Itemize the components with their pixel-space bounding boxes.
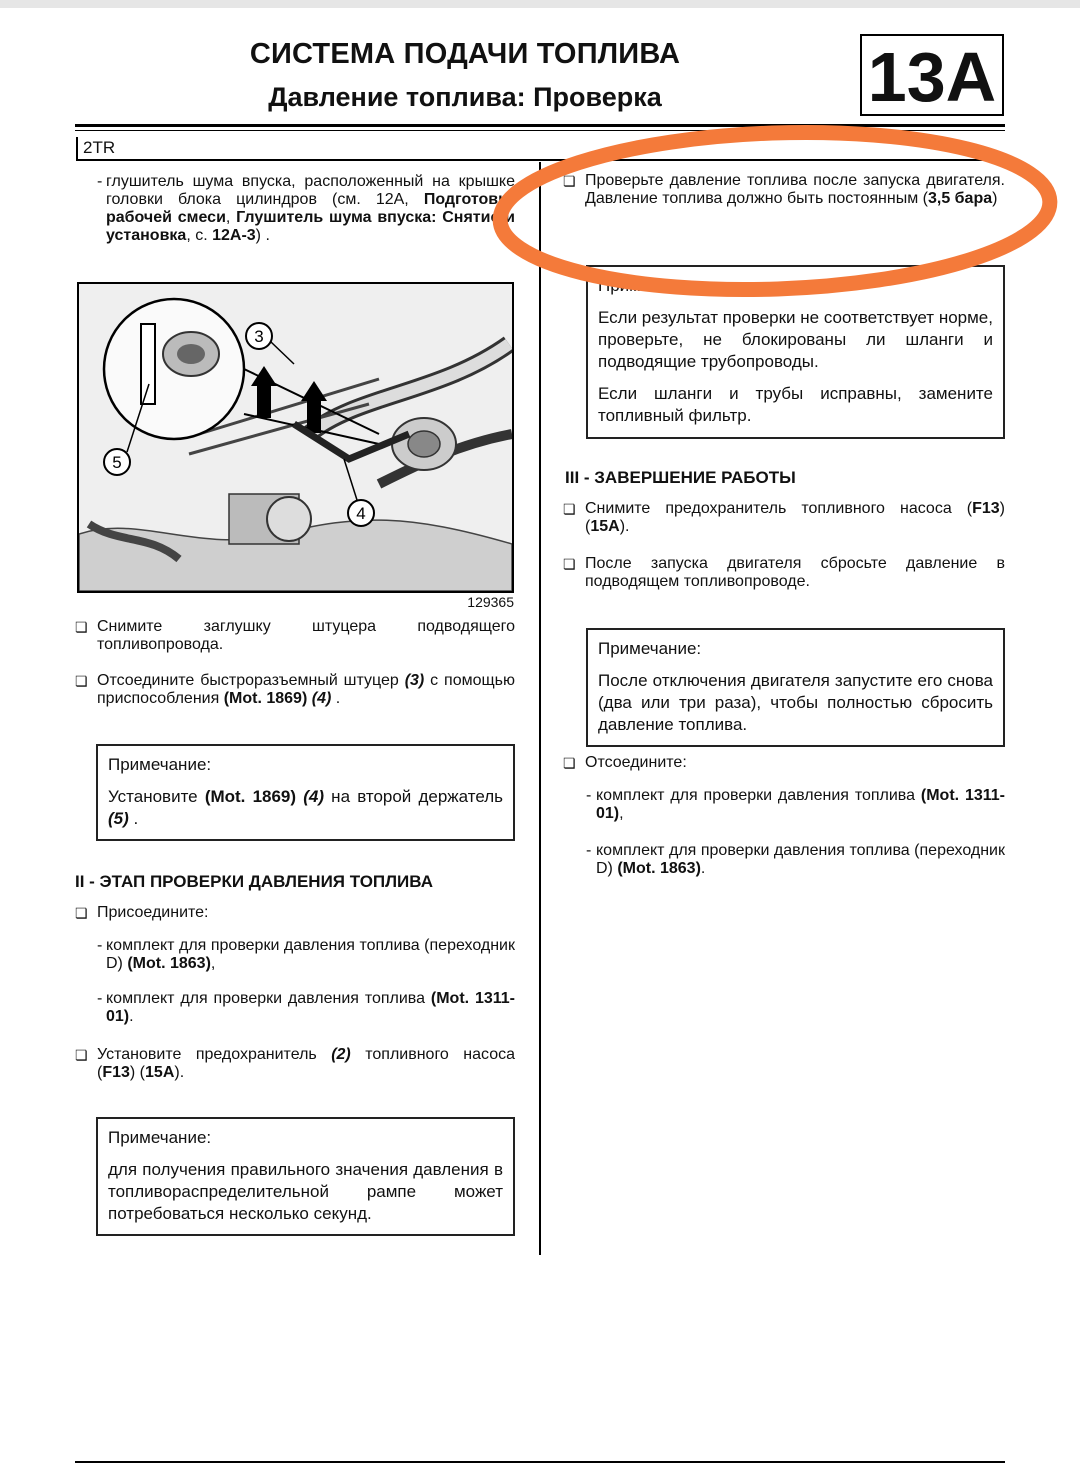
checkbox-bullet-icon: ❏ [75, 1047, 88, 1063]
step-remove-plug: ❏ Снимите заглушку штуцера подводящего топливопровода. [75, 618, 515, 653]
checkbox-bullet-icon: ❏ [563, 556, 576, 572]
top-edge-bar [0, 0, 1080, 8]
step-remove-fuse: ❏ Снимите предохранитель топливного насоса (F13) (15A). [563, 500, 1005, 535]
page-title: СИСТЕМА ПОДАЧИ ТОПЛИВА [249, 38, 681, 70]
checkbox-bullet-icon: ❏ [75, 905, 88, 921]
step-check-pressure: ❏ Проверьте давление топлива после запуска двигателя. Давление топлива должно быть постоянным (3,5 бара) [563, 172, 1005, 207]
engine-figure [77, 282, 514, 593]
engine-illustration [79, 284, 512, 591]
step-install-fuse: ❏ Установите предохранитель (2) топливного насоса (F13) (15A). [75, 1046, 515, 1081]
checkbox-bullet-icon: ❏ [75, 619, 88, 635]
intro-dash-item: - глушитель шума впуска, расположенный на крышке головки блока цилиндров (см. 12A, Подготовка рабочей смеси, Глушитель шума впуска: Снятие и установка, с. 12A-3) . [97, 173, 516, 244]
figure-number: 129365 [467, 594, 514, 610]
connect-item-kit: - комплект для проверки давления топлива (Mot. 1311-01). [97, 990, 515, 1025]
engine-tag: 2TR [76, 137, 1005, 161]
callout-5: 5 [112, 453, 122, 472]
footer-rule [75, 1461, 1005, 1463]
header-rule-thick [75, 124, 1005, 127]
note-check-result: Примечание: Если результат проверки не соответствует норме, проверьте, не блокированы ли шланги и подводящие трубопроводы. Если шланги и трубы исправны, замените топливный фильтр. [586, 265, 1005, 439]
page-subtitle: Давление топлива: Проверка [268, 82, 662, 112]
header-rule-thin [75, 130, 1005, 131]
callout-3: 3 [254, 327, 264, 346]
callout-4: 4 [356, 504, 366, 523]
note-pressure-delay: Примечание: для получения правильного значения давления в топливораспределительной рампе может потребоваться несколько секунд. [96, 1117, 515, 1236]
step-connect: ❏ Присоедините: [75, 904, 209, 921]
section-heading-2: II - ЭТАП ПРОВЕРКИ ДАВЛЕНИЯ ТОПЛИВА [75, 872, 433, 891]
chapter-code-badge: 13A [860, 34, 1004, 116]
connect-item-adapter: - комплект для проверки давления топлива (переходник D) (Mot. 1863), [97, 937, 515, 972]
checkbox-bullet-icon: ❏ [563, 501, 576, 517]
disconnect-item-adapter: - комплект для проверки давления топлива (переходник D) (Mot. 1863). [586, 842, 1005, 877]
column-divider [539, 162, 541, 1255]
disconnect-item-kit: - комплект для проверки давления топлива (Mot. 1311-01), [586, 787, 1005, 822]
checkbox-bullet-icon: ❏ [563, 173, 576, 189]
checkbox-bullet-icon: ❏ [563, 755, 576, 771]
note-restart-engine: Примечание: После отключения двигателя запустите его снова (два или три раза), чтобы полностью сбросить давление топлива. [586, 628, 1005, 747]
step-disconnect-coupling: ❏ Отсоедините быстроразъемный штуцер (3) с помощью приспособления (Mot. 1869) (4) . [75, 672, 515, 707]
checkbox-bullet-icon: ❏ [75, 673, 88, 689]
section-heading-3: III - ЗАВЕРШЕНИЕ РАБОТЫ [565, 468, 796, 487]
step-disconnect: ❏ Отсоедините: [563, 754, 687, 771]
note-install-tool: Примечание: Установите (Mot. 1869) (4) на второй держатель (5) . [96, 744, 515, 841]
step-release-pressure: ❏ После запуска двигателя сбросьте давление в подводящем топливопроводе. [563, 555, 1005, 590]
